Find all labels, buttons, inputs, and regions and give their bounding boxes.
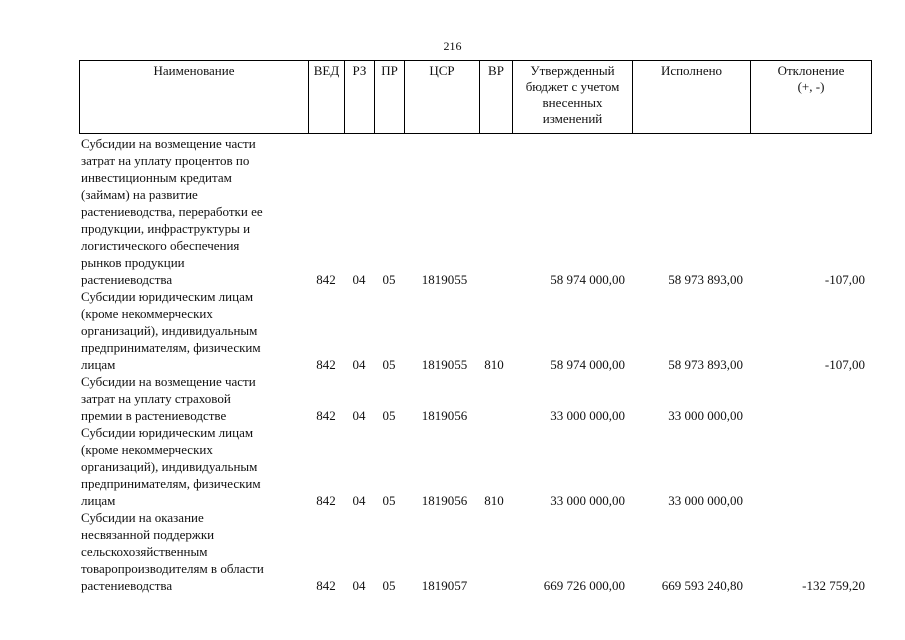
row-deviation: -132 759,20 bbox=[802, 578, 865, 593]
row-approved: 33 000 000,00 bbox=[550, 493, 625, 508]
row-name-line: Субсидии на оказание bbox=[81, 510, 204, 525]
row-name bbox=[81, 288, 306, 373]
table-header bbox=[79, 60, 872, 134]
row-name-line: лицам bbox=[81, 493, 116, 508]
row-name-line: (займам) на развитие bbox=[81, 187, 198, 202]
row-deviation: -107,00 bbox=[824, 357, 865, 372]
row-approved: 58 974 000,00 bbox=[550, 272, 625, 287]
table-row bbox=[79, 373, 871, 424]
row-pr: 05 bbox=[382, 272, 396, 287]
row-name bbox=[81, 509, 306, 594]
row-ved: 842 bbox=[316, 493, 336, 508]
row-name-line: (кроме некоммерческих bbox=[81, 306, 213, 321]
row-ved: 842 bbox=[316, 357, 336, 372]
row-name-line: сельскохозяйственным bbox=[81, 544, 208, 559]
row-name-line: предпринимателям, физическим bbox=[81, 476, 261, 491]
row-pr: 05 bbox=[382, 493, 396, 508]
row-name-line: логистического обеспечения bbox=[81, 238, 240, 253]
row-name-line: растениеводства, переработки ее bbox=[81, 204, 263, 219]
row-name-line: предпринимателям, физическим bbox=[81, 340, 261, 355]
row-executed: 58 973 893,00 bbox=[668, 272, 743, 287]
table-row bbox=[79, 288, 871, 373]
row-name-line: Субсидии юридическим лицам bbox=[81, 425, 254, 440]
header-approved-line: Утвержденный bbox=[530, 63, 615, 78]
row-vr: 810 bbox=[484, 493, 504, 508]
row-name-line: рынков продукции bbox=[81, 255, 185, 270]
header-approved-line: изменений bbox=[542, 111, 603, 126]
row-executed: 58 973 893,00 bbox=[668, 357, 743, 372]
table-row bbox=[79, 509, 871, 594]
header-csr: ЦСР bbox=[405, 61, 480, 134]
table-row bbox=[79, 135, 871, 288]
row-name-line: продукции, инфраструктуры и bbox=[81, 221, 251, 236]
row-executed: 33 000 000,00 bbox=[668, 408, 743, 423]
row-name-line: Субсидии на возмещение части bbox=[81, 136, 256, 151]
row-ved: 842 bbox=[316, 272, 336, 287]
row-name-line: затрат на уплату страховой bbox=[81, 391, 231, 406]
row-name-line: растениеводства bbox=[81, 272, 173, 287]
table-row bbox=[79, 424, 871, 509]
row-vr: 810 bbox=[484, 357, 504, 372]
header-executed: Исполнено bbox=[633, 61, 751, 134]
row-approved: 58 974 000,00 bbox=[550, 357, 625, 372]
row-name-line: затрат на уплату процентов по bbox=[81, 153, 250, 168]
row-pr: 05 bbox=[382, 357, 396, 372]
page-number: 216 bbox=[443, 39, 462, 53]
row-rz: 04 bbox=[352, 357, 366, 372]
row-ved: 842 bbox=[316, 578, 336, 593]
row-csr: 1819056 bbox=[421, 493, 468, 508]
row-pr: 05 bbox=[382, 578, 396, 593]
row-rz: 04 bbox=[352, 493, 366, 508]
row-ved: 842 bbox=[316, 408, 336, 423]
header-deviation-line: (+, -) bbox=[797, 79, 825, 94]
row-name-line: инвестиционным кредитам bbox=[81, 170, 232, 185]
header-rz: РЗ bbox=[345, 61, 375, 134]
row-name-line: растениеводства bbox=[81, 578, 173, 593]
header-pr: ПР bbox=[375, 61, 405, 134]
row-name-line: Субсидии на возмещение части bbox=[81, 374, 256, 389]
row-name-line: организаций), индивидуальным bbox=[81, 323, 258, 338]
header-name: Наименование bbox=[80, 61, 309, 134]
header-approved-line: внесенных bbox=[542, 95, 603, 110]
row-pr: 05 bbox=[382, 408, 396, 423]
header-approved bbox=[513, 61, 633, 134]
row-name bbox=[81, 135, 306, 288]
header-deviation-line: Отклонение bbox=[777, 63, 845, 78]
row-csr: 1819056 bbox=[421, 408, 468, 423]
row-csr: 1819055 bbox=[421, 357, 468, 372]
row-name-line: Субсидии юридическим лицам bbox=[81, 289, 254, 304]
row-deviation: -107,00 bbox=[824, 272, 865, 287]
row-name-line: (кроме некоммерческих bbox=[81, 442, 213, 457]
row-approved: 33 000 000,00 bbox=[550, 408, 625, 423]
row-name-line: несвязанной поддержки bbox=[81, 527, 215, 542]
row-name-line: товаропроизводителям в области bbox=[81, 561, 264, 576]
header-ved: ВЕД bbox=[309, 61, 345, 134]
row-executed: 669 593 240,80 bbox=[661, 578, 743, 593]
row-name-line: лицам bbox=[81, 357, 116, 372]
row-csr: 1819055 bbox=[421, 272, 468, 287]
row-name bbox=[81, 424, 306, 509]
row-rz: 04 bbox=[352, 578, 366, 593]
header-approved-line: бюджет с учетом bbox=[525, 79, 620, 94]
row-name bbox=[81, 373, 306, 424]
row-rz: 04 bbox=[352, 408, 366, 423]
row-name-line: премии в растениеводстве bbox=[81, 408, 227, 423]
header-vr: ВР bbox=[480, 61, 513, 134]
row-approved: 669 726 000,00 bbox=[543, 578, 625, 593]
row-csr: 1819057 bbox=[421, 578, 468, 593]
row-executed: 33 000 000,00 bbox=[668, 493, 743, 508]
row-rz: 04 bbox=[352, 272, 366, 287]
header-deviation bbox=[751, 61, 872, 134]
row-name-line: организаций), индивидуальным bbox=[81, 459, 258, 474]
